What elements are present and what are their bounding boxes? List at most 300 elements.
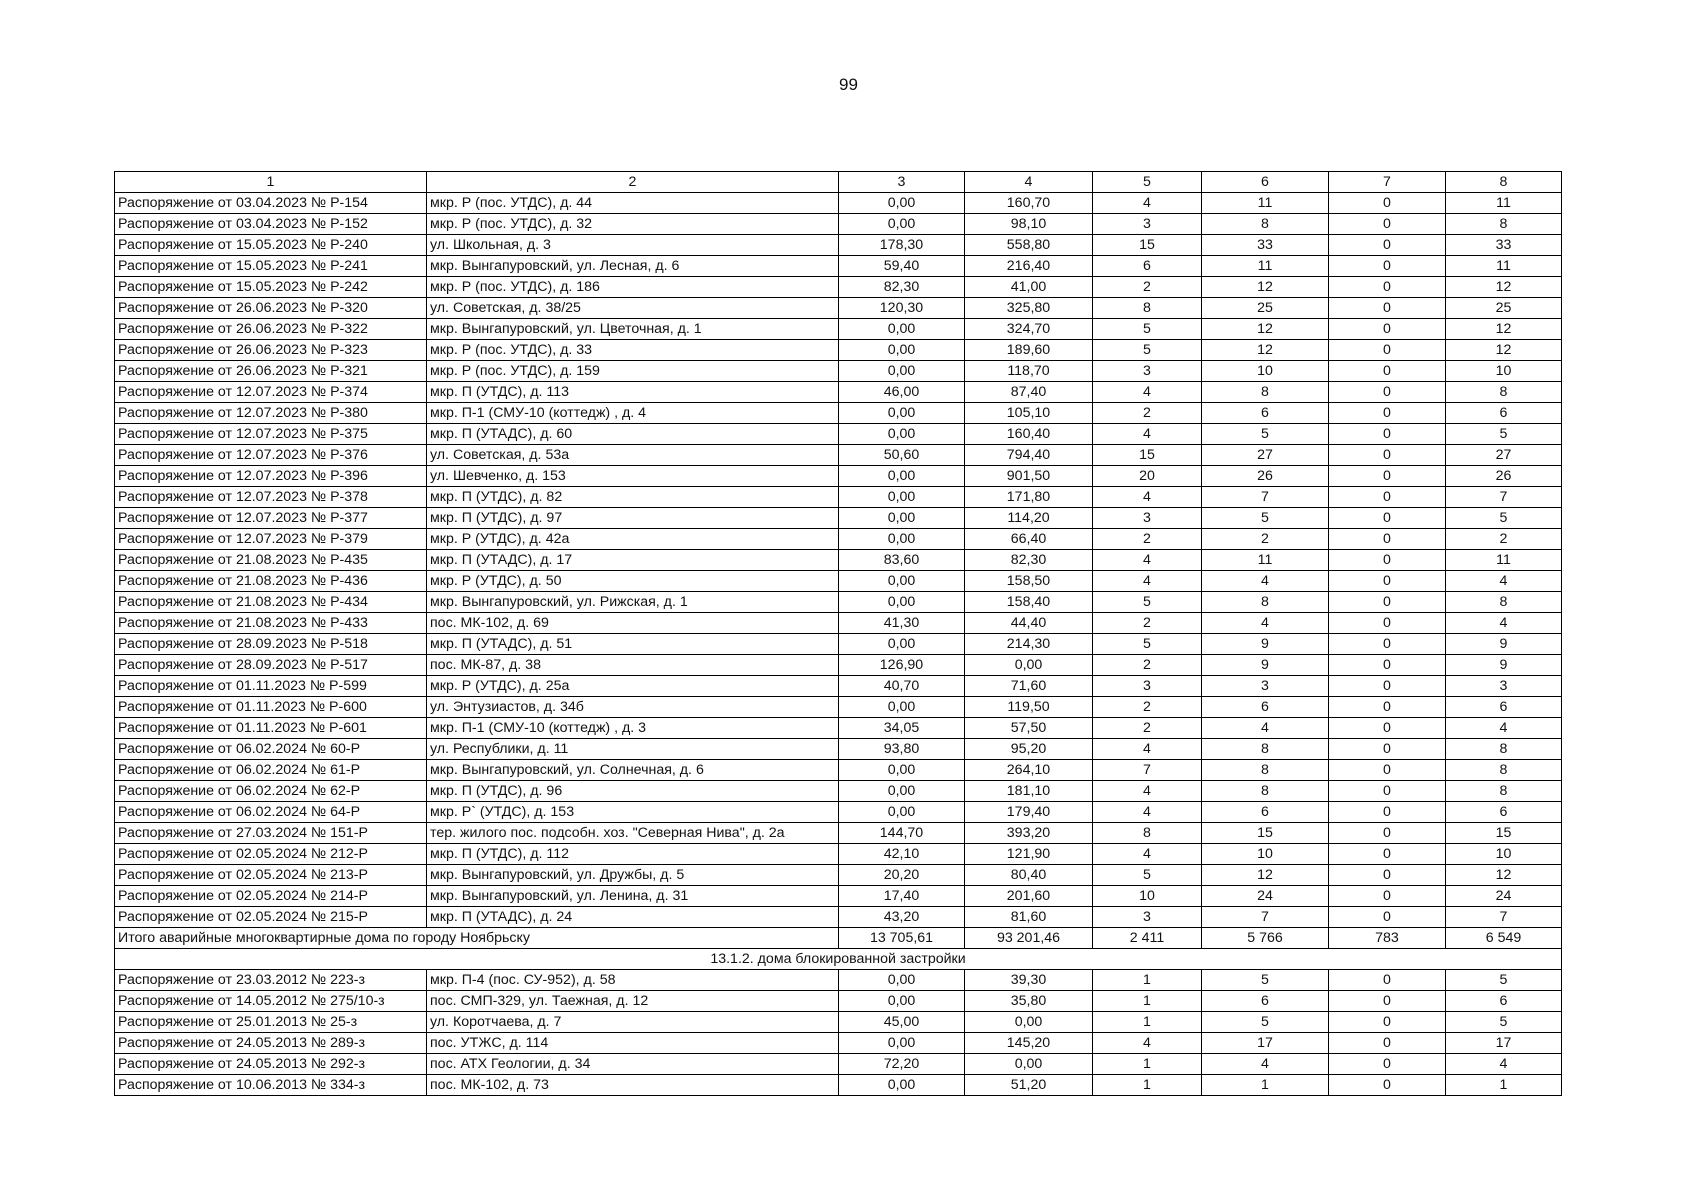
table-row <box>115 760 1562 781</box>
table-cell: Распоряжение от 12.07.2023 № Р-377 <box>115 508 427 529</box>
table-cell: 6 <box>1446 991 1562 1012</box>
table-cell: 0 <box>1329 844 1446 865</box>
table-cell: 25 <box>1202 298 1329 319</box>
table-row <box>115 193 1562 214</box>
table-cell: 12 <box>1446 277 1562 298</box>
table-cell: 0,00 <box>839 403 965 424</box>
table-cell: 8 <box>1446 172 1562 193</box>
table-cell: 3 <box>1093 508 1202 529</box>
table-cell: 9 <box>1446 634 1562 655</box>
table-cell: 17 <box>1202 1033 1329 1054</box>
table-cell: Распоряжение от 03.04.2023 № Р-152 <box>115 214 427 235</box>
table-cell: 179,40 <box>965 802 1093 823</box>
table-cell: 11 <box>1202 550 1329 571</box>
table-cell: мкр. П (УТДС), д. 96 <box>427 781 839 802</box>
table-cell: Распоряжение от 02.05.2024 № 212-Р <box>115 844 427 865</box>
table-cell: 51,20 <box>965 1075 1093 1096</box>
table-cell: пос. УТЖС, д. 114 <box>427 1033 839 1054</box>
section-row <box>115 949 1562 970</box>
table-cell: ул. Советская, д. 53а <box>427 445 839 466</box>
table-cell: мкр. Вынгапуровский, ул. Рижская, д. 1 <box>427 592 839 613</box>
table-cell: 3 <box>1093 361 1202 382</box>
table-cell: 4 <box>965 172 1093 193</box>
table-cell: Распоряжение от 06.02.2024 № 64-Р <box>115 802 427 823</box>
table-cell: Распоряжение от 26.06.2023 № Р-321 <box>115 361 427 382</box>
table-cell: 24 <box>1446 886 1562 907</box>
table-cell: 0,00 <box>839 571 965 592</box>
table-cell: мкр. П (УТАДС), д. 60 <box>427 424 839 445</box>
table-cell: 3 <box>1093 907 1202 928</box>
table-cell: 80,40 <box>965 865 1093 886</box>
table-cell: 2 <box>1093 613 1202 634</box>
table-row <box>115 235 1562 256</box>
table-cell: 145,20 <box>965 1033 1093 1054</box>
table-cell: мкр. Р (пос. УТДС), д. 32 <box>427 214 839 235</box>
table-cell: 8 <box>1446 382 1562 403</box>
table-cell: 5 <box>1093 592 1202 613</box>
table-cell: 0,00 <box>839 760 965 781</box>
table-cell: 25 <box>1446 298 1562 319</box>
table-cell: 8 <box>1202 592 1329 613</box>
table-cell: 0 <box>1329 466 1446 487</box>
table-row <box>115 676 1562 697</box>
table-cell: 0,00 <box>839 193 965 214</box>
table-cell: 4 <box>1202 1054 1329 1075</box>
table-cell: 0,00 <box>839 1033 965 1054</box>
table-cell: 0 <box>1329 235 1446 256</box>
table-row <box>115 634 1562 655</box>
table-cell: 0 <box>1329 508 1446 529</box>
table-cell: 15 <box>1446 823 1562 844</box>
table-cell: 0 <box>1329 529 1446 550</box>
table-cell: 0,00 <box>839 340 965 361</box>
table-cell: пос. МК-87, д. 38 <box>427 655 839 676</box>
table-cell: Распоряжение от 15.05.2023 № Р-240 <box>115 235 427 256</box>
table-cell: 4 <box>1202 571 1329 592</box>
table-cell: 26 <box>1446 466 1562 487</box>
table-cell: 393,20 <box>965 823 1093 844</box>
table-cell: мкр. П-1 (СМУ-10 (коттедж) , д. 3 <box>427 718 839 739</box>
table-cell: 17 <box>1446 1033 1562 1054</box>
total-row <box>115 928 1562 949</box>
table-cell: 5 766 <box>1202 928 1329 949</box>
table-cell: 33 <box>1202 235 1329 256</box>
table-cell: 93 201,46 <box>965 928 1093 949</box>
table-cell: 0,00 <box>839 592 965 613</box>
table-cell: 0 <box>1329 781 1446 802</box>
table-cell: 5 <box>1093 340 1202 361</box>
table-cell: 7 <box>1202 907 1329 928</box>
table-cell: 0 <box>1329 424 1446 445</box>
table-cell: 1 <box>1446 1075 1562 1096</box>
table-cell: 9 <box>1202 655 1329 676</box>
table-cell: 0,00 <box>839 1075 965 1096</box>
table-cell: 4 <box>1093 739 1202 760</box>
table-row <box>115 1054 1562 1075</box>
table-cell: 0,00 <box>839 781 965 802</box>
table-cell: Распоряжение от 12.07.2023 № Р-396 <box>115 466 427 487</box>
table-cell: 0 <box>1329 886 1446 907</box>
table-row <box>115 613 1562 634</box>
table-cell: 82,30 <box>839 277 965 298</box>
table-cell: 0,00 <box>839 487 965 508</box>
table-cell: 324,70 <box>965 319 1093 340</box>
table-cell: 40,70 <box>839 676 965 697</box>
table-cell: 0 <box>1329 361 1446 382</box>
table-cell: 11 <box>1202 193 1329 214</box>
table-cell: 17,40 <box>839 886 965 907</box>
table-cell: 1 <box>115 172 427 193</box>
table-cell: 6 <box>1446 697 1562 718</box>
table-cell: 0 <box>1329 907 1446 928</box>
table-cell: 24 <box>1202 886 1329 907</box>
table-cell: 15 <box>1093 235 1202 256</box>
table-cell: ул. Школьная, д. 3 <box>427 235 839 256</box>
table-cell: 8 <box>1202 760 1329 781</box>
table-cell: Распоряжение от 01.11.2023 № Р-599 <box>115 676 427 697</box>
table-cell: 1 <box>1093 1054 1202 1075</box>
table-cell: 4 <box>1446 1054 1562 1075</box>
table-row <box>115 655 1562 676</box>
table-cell: пос. МК-102, д. 73 <box>427 1075 839 1096</box>
table-cell: 181,10 <box>965 781 1093 802</box>
table-row <box>115 445 1562 466</box>
table-cell: 1 <box>1093 1012 1202 1033</box>
table-cell: 0 <box>1329 277 1446 298</box>
table-cell: Распоряжение от 26.06.2023 № Р-323 <box>115 340 427 361</box>
table-cell: Распоряжение от 02.05.2024 № 214-Р <box>115 886 427 907</box>
table-cell: 0 <box>1329 676 1446 697</box>
table-cell: 0 <box>1329 592 1446 613</box>
table-cell: мкр. П (УТДС), д. 113 <box>427 382 839 403</box>
table-cell: Распоряжение от 15.05.2023 № Р-242 <box>115 277 427 298</box>
table-cell: 42,10 <box>839 844 965 865</box>
table-row <box>115 1012 1562 1033</box>
table-cell: 7 <box>1446 907 1562 928</box>
table-cell: Распоряжение от 27.03.2024 № 151-Р <box>115 823 427 844</box>
table-cell: Распоряжение от 25.01.2013 № 25-з <box>115 1012 427 1033</box>
table-cell: Распоряжение от 21.08.2023 № Р-433 <box>115 613 427 634</box>
table-cell: 0 <box>1329 1075 1446 1096</box>
table-cell: 325,80 <box>965 298 1093 319</box>
table-cell: 160,70 <box>965 193 1093 214</box>
section-title: 13.1.2. дома блокированной застройки <box>115 949 1562 970</box>
table-row <box>115 886 1562 907</box>
table-cell: 2 <box>1093 655 1202 676</box>
table-cell: 10 <box>1093 886 1202 907</box>
table-cell: 158,40 <box>965 592 1093 613</box>
table-cell: 1 <box>1202 1075 1329 1096</box>
table-cell: Распоряжение от 21.08.2023 № Р-434 <box>115 592 427 613</box>
table-cell: 43,20 <box>839 907 965 928</box>
table-cell: мкр. П (УТДС), д. 112 <box>427 844 839 865</box>
table-cell: мкр. Р (пос. УТДС), д. 186 <box>427 277 839 298</box>
table-cell: Распоряжение от 12.07.2023 № Р-378 <box>115 487 427 508</box>
table-cell: 0 <box>1329 340 1446 361</box>
table-cell: 15 <box>1093 445 1202 466</box>
table-cell: 8 <box>1446 214 1562 235</box>
table-row <box>115 1033 1562 1054</box>
table-cell: 8 <box>1446 760 1562 781</box>
table-cell: 119,50 <box>965 697 1093 718</box>
table-cell: 11 <box>1446 256 1562 277</box>
table-row <box>115 823 1562 844</box>
table-cell: 120,30 <box>839 298 965 319</box>
table-cell: 171,80 <box>965 487 1093 508</box>
table-cell: 7 <box>1202 487 1329 508</box>
table-row <box>115 424 1562 445</box>
page-number: 99 <box>839 75 858 94</box>
table-cell: 114,20 <box>965 508 1093 529</box>
table-cell: пос. АТХ Геологии, д. 34 <box>427 1054 839 1075</box>
table-cell: 2 <box>1093 718 1202 739</box>
table-cell: мкр. П (УТДС), д. 82 <box>427 487 839 508</box>
table-cell: 2 <box>1093 277 1202 298</box>
table-cell: Распоряжение от 24.05.2013 № 292-з <box>115 1054 427 1075</box>
table-cell: пос. СМП-329, ул. Таежная, д. 12 <box>427 991 839 1012</box>
table-cell: 105,10 <box>965 403 1093 424</box>
table-row <box>115 697 1562 718</box>
table-row <box>115 298 1562 319</box>
table-cell: Распоряжение от 10.06.2013 № 334-з <box>115 1075 427 1096</box>
table-cell: 4 <box>1446 613 1562 634</box>
table-cell: 82,30 <box>965 550 1093 571</box>
table-cell: 20,20 <box>839 865 965 886</box>
table-cell: 189,60 <box>965 340 1093 361</box>
table-cell: Распоряжение от 01.11.2023 № Р-600 <box>115 697 427 718</box>
table-cell: 3 <box>1446 676 1562 697</box>
table-row <box>115 277 1562 298</box>
table-cell: 3 <box>839 172 965 193</box>
header-row <box>115 172 1562 193</box>
table-cell: 27 <box>1202 445 1329 466</box>
table-cell: 901,50 <box>965 466 1093 487</box>
table-cell: мкр. Вынгапуровский, ул. Дружбы, д. 5 <box>427 865 839 886</box>
table-cell: мкр. Р` (УТДС), д. 153 <box>427 802 839 823</box>
table-cell: 39,30 <box>965 970 1093 991</box>
table-cell: 6 <box>1446 802 1562 823</box>
table-cell: тер. жилого пос. подсобн. хоз. "Северная Нива", д. 2а <box>427 823 839 844</box>
table-cell: 6 <box>1093 256 1202 277</box>
table-cell: 118,70 <box>965 361 1093 382</box>
table-row <box>115 970 1562 991</box>
table-cell: Распоряжение от 06.02.2024 № 60-Р <box>115 739 427 760</box>
table-cell: 66,40 <box>965 529 1093 550</box>
table-cell: Распоряжение от 12.07.2023 № Р-376 <box>115 445 427 466</box>
table-cell: 6 <box>1446 403 1562 424</box>
table-cell: 783 <box>1329 928 1446 949</box>
table-cell: 5 <box>1093 634 1202 655</box>
table-cell: 1 <box>1093 1075 1202 1096</box>
table-cell: 0 <box>1329 382 1446 403</box>
table-cell: 0,00 <box>839 424 965 445</box>
table-cell: 0,00 <box>839 802 965 823</box>
table-cell: 5 <box>1093 865 1202 886</box>
table-cell: 794,40 <box>965 445 1093 466</box>
table-cell: 4 <box>1093 571 1202 592</box>
table-cell: 5 <box>1202 970 1329 991</box>
table-cell: Распоряжение от 02.05.2024 № 213-Р <box>115 865 427 886</box>
table-cell: 41,00 <box>965 277 1093 298</box>
table-cell: 0 <box>1329 193 1446 214</box>
table-cell: 2 <box>1093 403 1202 424</box>
table-cell: 95,20 <box>965 739 1093 760</box>
table-cell: 0 <box>1329 256 1446 277</box>
table-cell: 4 <box>1093 844 1202 865</box>
table-cell: Распоряжение от 26.06.2023 № Р-322 <box>115 319 427 340</box>
table-row <box>115 256 1562 277</box>
table-cell: 0,00 <box>839 970 965 991</box>
table-cell: 8 <box>1202 214 1329 235</box>
table-cell: 46,00 <box>839 382 965 403</box>
table-cell: ул. Энтузиастов, д. 34б <box>427 697 839 718</box>
table-cell: 7 <box>1329 172 1446 193</box>
table-cell: 0 <box>1329 802 1446 823</box>
table-cell: 4 <box>1446 571 1562 592</box>
table-cell: мкр. П-4 (пос. СУ-952), д. 58 <box>427 970 839 991</box>
table-cell: 558,80 <box>965 235 1093 256</box>
table-cell: 144,70 <box>839 823 965 844</box>
table-cell: 72,20 <box>839 1054 965 1075</box>
table-cell: 4 <box>1202 613 1329 634</box>
table-cell: 8 <box>1093 298 1202 319</box>
table-cell: мкр. П (УТАДС), д. 51 <box>427 634 839 655</box>
table-cell: пос. МК-102, д. 69 <box>427 613 839 634</box>
table-cell: Распоряжение от 12.07.2023 № Р-374 <box>115 382 427 403</box>
table-cell: 6 <box>1202 403 1329 424</box>
table-cell: 12 <box>1202 865 1329 886</box>
table-cell: 0 <box>1329 571 1446 592</box>
table-cell: 0 <box>1329 1033 1446 1054</box>
table-cell: 126,90 <box>839 655 965 676</box>
table-row <box>115 214 1562 235</box>
table-cell: 6 <box>1202 991 1329 1012</box>
table-cell: 5 <box>1202 508 1329 529</box>
table-cell: 0,00 <box>839 991 965 1012</box>
table-cell: 0 <box>1329 823 1446 844</box>
table-cell: ул. Шевченко, д. 153 <box>427 466 839 487</box>
table-row <box>115 487 1562 508</box>
table-row <box>115 844 1562 865</box>
table-cell: Распоряжение от 02.05.2024 № 215-Р <box>115 907 427 928</box>
table-cell: 44,40 <box>965 613 1093 634</box>
table-cell: 11 <box>1446 550 1562 571</box>
table-cell: 3 <box>1093 676 1202 697</box>
table-cell: мкр. П-1 (СМУ-10 (коттедж) , д. 4 <box>427 403 839 424</box>
table-cell: 12 <box>1446 340 1562 361</box>
table-cell: 0 <box>1329 697 1446 718</box>
table-cell: 45,00 <box>839 1012 965 1033</box>
table-cell: 8 <box>1093 823 1202 844</box>
table-row <box>115 382 1562 403</box>
table-cell: 178,30 <box>839 235 965 256</box>
table-row <box>115 340 1562 361</box>
table-cell: 0,00 <box>839 508 965 529</box>
table-cell: 5 <box>1093 172 1202 193</box>
table-cell: 4 <box>1446 718 1562 739</box>
table-cell: 2 <box>1446 529 1562 550</box>
table-cell: Распоряжение от 28.09.2023 № Р-518 <box>115 634 427 655</box>
table-cell: 2 <box>427 172 839 193</box>
table-cell: Распоряжение от 28.09.2023 № Р-517 <box>115 655 427 676</box>
table-row <box>115 718 1562 739</box>
table-cell: Распоряжение от 23.03.2012 № 223-з <box>115 970 427 991</box>
table-cell: 0,00 <box>965 655 1093 676</box>
table-cell: 0 <box>1329 970 1446 991</box>
table-cell: 10 <box>1446 361 1562 382</box>
table-cell: Распоряжение от 14.05.2012 № 275/10-з <box>115 991 427 1012</box>
housing-table <box>114 171 1562 1096</box>
table-cell: 0 <box>1329 1054 1446 1075</box>
table-cell: 3 <box>1093 214 1202 235</box>
table-cell: 0 <box>1329 487 1446 508</box>
table-cell: 0,00 <box>839 319 965 340</box>
table-cell: мкр. П (УТДС), д. 97 <box>427 508 839 529</box>
table-cell: 0,00 <box>965 1012 1093 1033</box>
table-cell: 0,00 <box>965 1054 1093 1075</box>
table-cell: 8 <box>1202 739 1329 760</box>
table-cell: 0 <box>1329 1012 1446 1033</box>
table-cell: 0,00 <box>839 214 965 235</box>
table-cell: 10 <box>1202 844 1329 865</box>
table-cell: мкр. П (УТАДС), д. 17 <box>427 550 839 571</box>
table-cell: 0,00 <box>839 697 965 718</box>
table-cell: Распоряжение от 15.05.2023 № Р-241 <box>115 256 427 277</box>
table-cell: 121,90 <box>965 844 1093 865</box>
table-cell: Распоряжение от 24.05.2013 № 289-з <box>115 1033 427 1054</box>
table-row <box>115 571 1562 592</box>
table-cell: 0 <box>1329 718 1446 739</box>
table-body <box>115 172 1562 1096</box>
table-cell: мкр. Р (УТДС), д. 42а <box>427 529 839 550</box>
table-cell: 4 <box>1093 193 1202 214</box>
table-cell: Распоряжение от 06.02.2024 № 61-Р <box>115 760 427 781</box>
table-row <box>115 991 1562 1012</box>
table-cell: Распоряжение от 06.02.2024 № 62-Р <box>115 781 427 802</box>
table-cell: 4 <box>1093 424 1202 445</box>
table-row <box>115 529 1562 550</box>
table-cell: 26 <box>1202 466 1329 487</box>
table-cell: 12 <box>1202 340 1329 361</box>
table-row <box>115 403 1562 424</box>
table-cell: 5 <box>1446 970 1562 991</box>
table-cell: 4 <box>1093 550 1202 571</box>
table-cell: мкр. Вынгапуровский, ул. Ленина, д. 31 <box>427 886 839 907</box>
table-cell: 0 <box>1329 445 1446 466</box>
table-cell: мкр. Вынгапуровский, ул. Лесная, д. 6 <box>427 256 839 277</box>
table-row <box>115 1075 1562 1096</box>
table-cell: 93,80 <box>839 739 965 760</box>
table-cell: 4 <box>1202 718 1329 739</box>
table-cell: мкр. П (УТАДС), д. 24 <box>427 907 839 928</box>
table-cell: 158,50 <box>965 571 1093 592</box>
table-cell: 8 <box>1446 781 1562 802</box>
table-cell: 1 <box>1093 970 1202 991</box>
table-cell: 10 <box>1446 844 1562 865</box>
table-cell: Распоряжение от 21.08.2023 № Р-435 <box>115 550 427 571</box>
table-cell: 264,10 <box>965 760 1093 781</box>
table-cell: 0 <box>1329 403 1446 424</box>
table-cell: Распоряжение от 03.04.2023 № Р-154 <box>115 193 427 214</box>
table-row <box>115 508 1562 529</box>
table-cell: Распоряжение от 12.07.2023 № Р-375 <box>115 424 427 445</box>
table-cell: 8 <box>1446 739 1562 760</box>
table-cell: 8 <box>1202 781 1329 802</box>
table-cell: Распоряжение от 26.06.2023 № Р-320 <box>115 298 427 319</box>
table-cell: 2 <box>1202 529 1329 550</box>
table-cell: 4 <box>1093 382 1202 403</box>
table-cell: 33 <box>1446 235 1562 256</box>
